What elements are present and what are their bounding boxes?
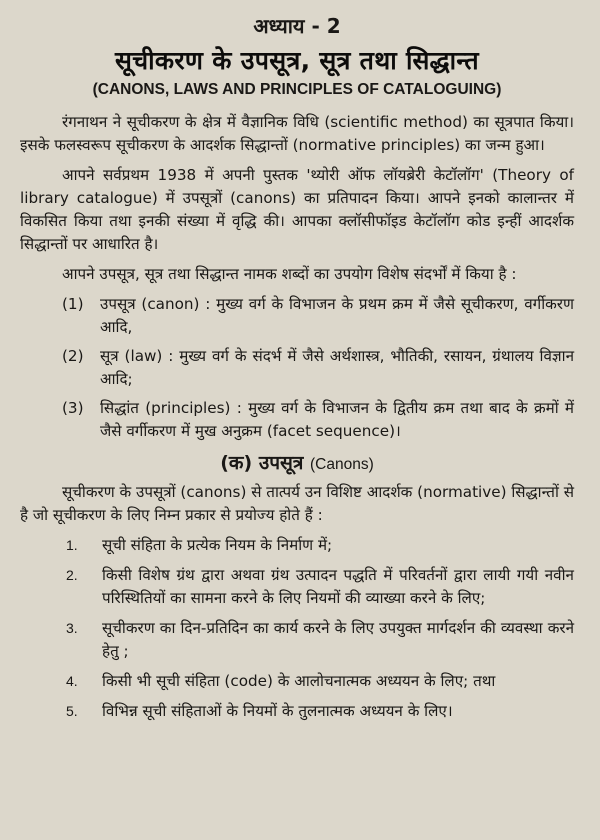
definition-item xyxy=(62,293,574,339)
definition-number: (1) xyxy=(62,295,84,313)
list-item xyxy=(66,617,574,663)
list-number: 4. xyxy=(66,673,78,689)
chapter-label: अध्याय - 2 xyxy=(253,14,341,38)
list-text: सूची संहिता के प्रत्येक नियम के निर्माण में; xyxy=(102,536,333,554)
definition-text: सूत्र (law) : मुख्य वर्ग के संदर्भ में जैसे अर्थशास्त्र, भौतिकी, रसायन, ग्रंथालय विज्ञान आदि; xyxy=(100,347,574,388)
list-item xyxy=(66,564,574,610)
list-text: किसी विशेष ग्रंथ द्वारा अथवा ग्रंथ उत्पादन पद्धति में परिवर्तनों द्वारा लायी गयी नवीन परिस्थितियों का सामना करने के लिए नियमों की व्याख्या करने के लिए; xyxy=(102,566,574,607)
section-heading-hindi: (क) उपसूत्र xyxy=(220,452,304,474)
definition-text: उपसूत्र (canon) : मुख्य वर्ग के विभाजन के प्रथम क्रम में जैसे सूचीकरण, वर्गीकरण आदि, xyxy=(100,295,574,336)
definition-number: (2) xyxy=(62,347,84,365)
section-intro: सूचीकरण के उपसूत्रों (canons) से तात्पर्य उन विशिष्ट आदर्शक (normative) सिद्धान्तों से है जो सूचीकरण के लिए निम्न प्रकार से प्रयोज्य होते हैं : xyxy=(20,483,574,524)
paragraph-intro: रंगनाथन ने सूचीकरण के क्षेत्र में वैज्ञानिक विधि (scientific method) का सूत्रपात किया। इसके फलस्वरूप सूचीकरण के आदर्शक सिद्धान्तों (normative principles) का जन्म हुआ। xyxy=(20,113,574,154)
definition-item xyxy=(62,397,574,443)
list-item xyxy=(66,534,574,557)
definition-item xyxy=(62,345,574,391)
list-text: विभिन्न सूची संहिताओं के नियमों के तुलनात्मक अध्ययन के लिए। xyxy=(102,702,453,720)
list-text: किसी भी सूची संहिता (code) के आलोचनात्मक अध्ययन के लिए; तथा xyxy=(102,672,496,690)
chapter-title: सूचीकरण के उपसूत्र, सूत्र तथा सिद्धान्त xyxy=(115,46,479,75)
list-number: 1. xyxy=(66,537,78,553)
uses-list xyxy=(66,534,574,723)
paragraph-history: आपने सर्वप्रथम 1938 में अपनी पुस्तक 'थ्योरी ऑफ लॉयब्रेरी केटॉलॉग' (Theory of library catalogue) में उपसूत्रों (canons) का प्रतिपादन किया। आपने इनको कालान्तर में विकसित किया तथा इनकी संख्या में वृद्धि की। आपका क्लॉसीफॉइड केटॉलॉग कोड इन्हीं आदर्शक सिद्धान्तों पर आधारित है। xyxy=(20,166,574,253)
section-heading-english: (Canons) xyxy=(310,456,374,473)
definition-number: (3) xyxy=(62,399,84,417)
definition-text: सिद्धांत (principles) : मुख्य वर्ग के विभाजन के द्वितीय क्रम तथा बाद के क्रमों में जैसे वर्गीकरण में मुख अनुक्रम (facet sequence)। xyxy=(100,399,574,440)
paragraph-usage: आपने उपसूत्र, सूत्र तथा सिद्धान्त नामक शब्दों का उपयोग विशेष संदर्भों में किया है : xyxy=(62,265,517,283)
definition-list xyxy=(62,293,574,443)
list-number: 3. xyxy=(66,620,78,636)
list-text: सूचीकरण का दिन-प्रतिदिन का कार्य करने के लिए उपयुक्त मार्गदर्शन की व्यवस्था करने हेतु ; xyxy=(102,619,574,660)
list-number: 2. xyxy=(66,567,78,583)
list-number: 5. xyxy=(66,703,78,719)
list-item xyxy=(66,670,574,693)
chapter-subtitle: (CANONS, LAWS AND PRINCIPLES OF CATALOGUING) xyxy=(92,81,502,98)
section-heading xyxy=(20,449,574,475)
list-item xyxy=(66,700,574,723)
